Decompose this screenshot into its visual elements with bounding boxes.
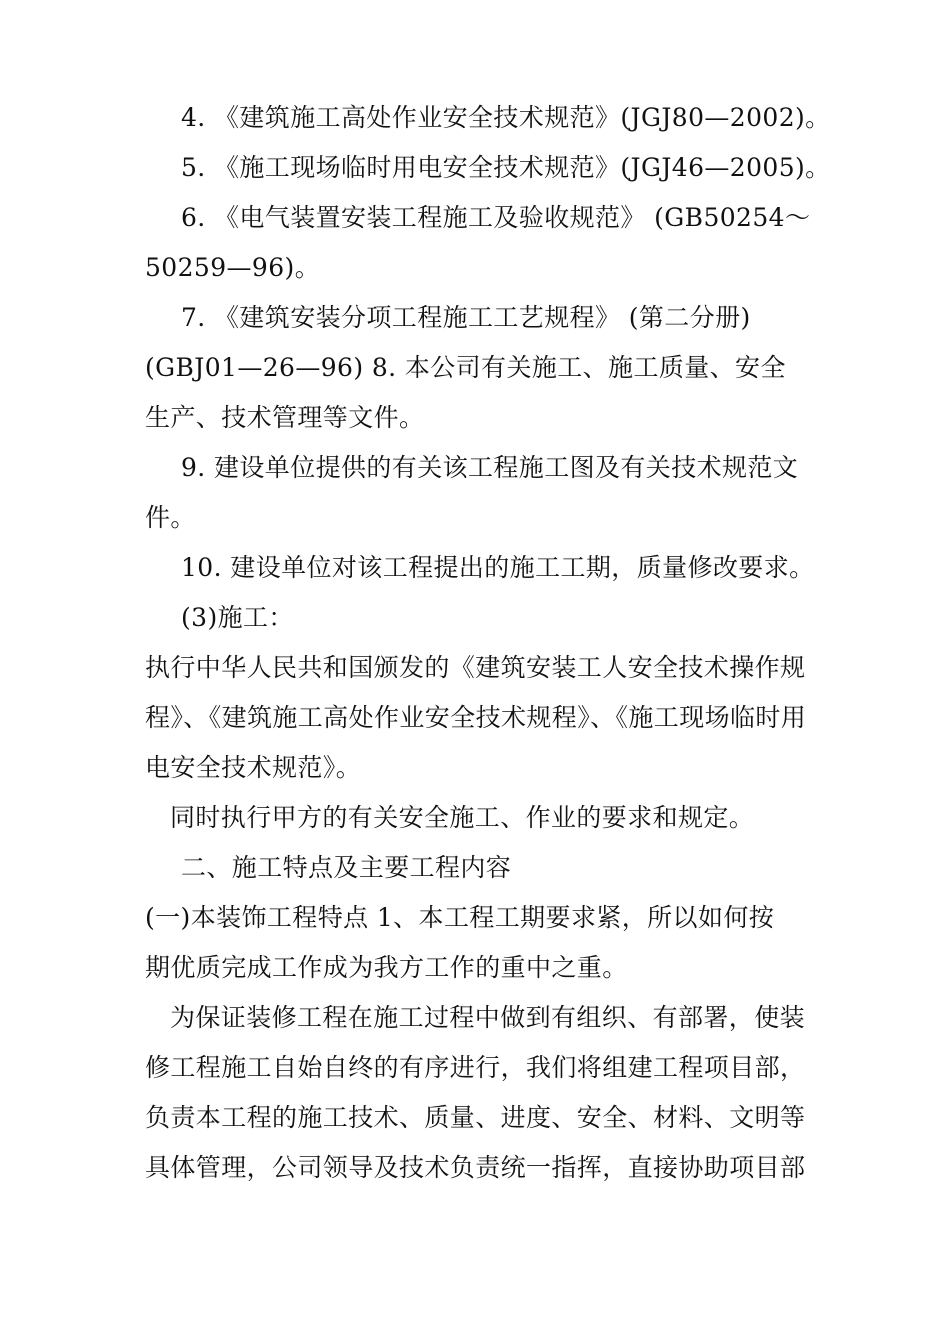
text-line: (3)施工： <box>181 603 294 632</box>
text-line: 7. 《建筑安装分项工程施工工艺规程》 (第二分册) <box>181 303 751 332</box>
text-line: 具体管理，公司领导及技术负责统一指挥，直接协助项目部 <box>145 1153 806 1182</box>
text-line: 为保证装修工程在施工过程中做到有组织、有部署，使装 <box>170 1003 806 1032</box>
text-line: 生产、技术管理等文件。 <box>145 403 425 432</box>
text-line: (一)本装饰工程特点 1、本工程工期要求紧，所以如何按 <box>145 903 775 932</box>
text-line: 件。 <box>145 503 196 532</box>
text-line: 程》、《建筑施工高处作业安全技术规程》、《施工现场临时用 <box>145 703 807 732</box>
section-heading: 二、施工特点及主要工程内容 <box>181 853 512 882</box>
text-line: 执行中华人民共和国颁发的《建筑安装工人安全技术操作规 <box>145 653 806 682</box>
text-line: 电安全技术规范》。 <box>145 753 362 782</box>
text-line: 5. 《施工现场临时用电安全技术规范》(JGJ46—2005)。 <box>181 153 831 182</box>
text-line: 期优质完成工作成为我方工作的重中之重。 <box>145 953 628 982</box>
text-line: 6. 《电气装置安装工程施工及验收规范》 (GB50254～ <box>181 203 811 232</box>
text-line: 负责本工程的施工技术、质量、进度、安全、材料、文明等 <box>145 1103 806 1132</box>
text-line: 同时执行甲方的有关安全施工、作业的要求和规定。 <box>170 803 755 832</box>
text-line: (GBJ01—26—96) 8. 本公司有关施工、施工质量、安全 <box>145 353 786 382</box>
text-line: 修工程施工自始自终的有序进行，我们将组建工程项目部， <box>145 1053 806 1082</box>
text-line: 10. 建设单位对该工程提出的施工工期，质量修改要求。 <box>181 553 815 582</box>
text-line: 4. 《建筑施工高处作业安全技术规范》(JGJ80—2002)。 <box>181 103 831 132</box>
text-line: 50259—96)。 <box>145 253 321 282</box>
text-line: 9. 建设单位提供的有关该工程施工图及有关技术规范文 <box>181 453 799 482</box>
